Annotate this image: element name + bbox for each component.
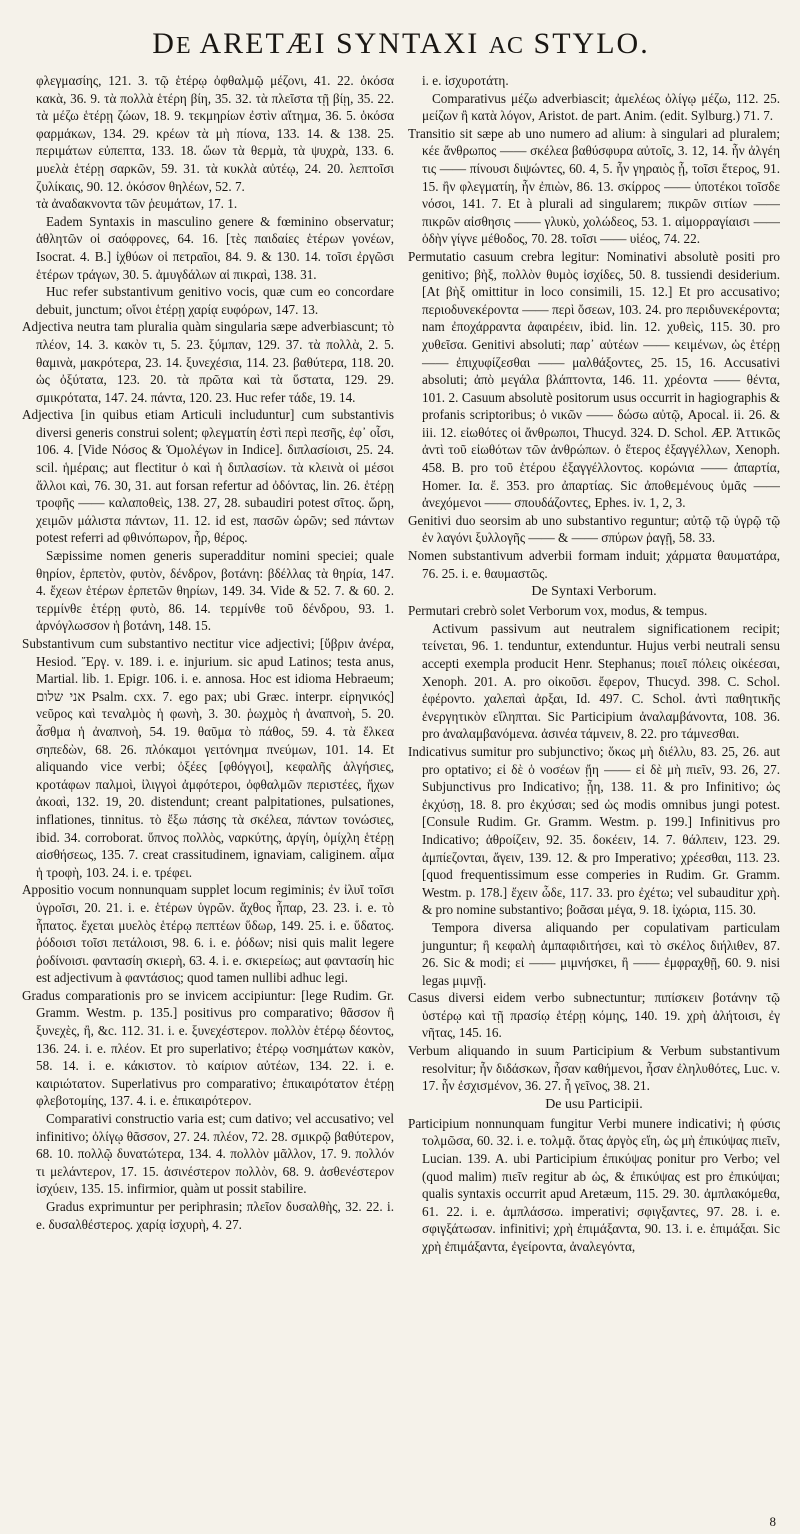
paragraph: Permutari crebrò solet Verborum vox, modus, & tempus. bbox=[408, 603, 708, 619]
paragraph: Indicativus sumitur pro subjunctivo; ὅκως μὴ διέλλυ, 83. 25, 26. aut pro optativo; εἰ δὲ ὁ νοσέων ᾔη —— εἰ δὲ μὴ πιεῖν, 93. 26, 27. Subjunctivus pro Indicativo; ᾖη, 138. 11. & pro Infinitivo; ὡς ἐκχύσῃ, 18. 8. pro ἐκχύσαι; sed ὡς modis omnibus jungi potest. [Consule Rudim. Gr. Gramm. Westm. p. 199.] Infinitivus pro Indicativo; ἀθροίζειν, 92. 35. δοκέειν, 14. 7. θάλπειν, 123. 29. ἀμπίεζονται, ἄγειν, 139. 12. & pro Imperativo; χρέεσθαι, 113. 23. [quod frequentissimum esse comperies in Rudim. Gr. Gramm. Westm. p. 178.] ἔχειν ὧδε, 117. 33. pro ἐχέτω; vel subauditur χρὴ. & pro nomine substantivo; βοᾶσαι μέγα, 9. 18. ἰχώρια, 115. 30. bbox=[408, 743, 780, 918]
paragraph: τὰ ἀναδακνοντα τῶν ῥευμάτων, 17. 1. bbox=[36, 196, 238, 212]
paragraph: i. e. ἰσχυροτάτη. bbox=[422, 73, 509, 88]
header-part4: AC bbox=[488, 33, 525, 59]
paragraph: Comparativus μέζω adverbiascit; ἀμελέως ὀλίγῳ μέζω, 112. 25. μείζων ἢ κατὰ λόγον, Aristot. de part. Anim. (edit. Sylburg.) 71. 7. bbox=[422, 90, 780, 124]
section-heading: De usu Participii. bbox=[545, 1096, 643, 1112]
paragraph: Activum passivum aut neutralem significationem recipit; τείνεται, 96. 1. tenduntur, extenduntur. Hujus verbi neutrali sensu accepti exempla producit Henr. Stephanus; ποιεῖ πόλεις οἰκέεσαι, Xenoph. 201. A. pro οἰκοῦσι. ἔφερον, Thucyd. 398. C. Schol. ἐφέροντο. χαλεπαὶ ἀρξαι, Id. 497. C. Schol. ἀντὶ παθητικῆς ἐνεργητικὸν εἴληπται. Sic Participium ἀναλαμβάνοντα, 108. 36. pro ἀναλαμβανόμενα. ἀσινέα τάμνειν, 8. 22. pro τάμνεσθαι. bbox=[422, 620, 780, 742]
section-heading: De Syntaxi Verborum. bbox=[531, 584, 657, 600]
paragraph: φλεγμασίης, 121. 3. τῷ ἑτέρῳ ὀφθαλμῷ μέζονι, 41. 22. ὁκόσα κακὰ, 36. 9. τὰ πολλὰ ἑτέρη βίη, 35. 32. τὰ πλεῖστα τῇ βίῃ, 35. 22. τὰ μέζω ἑτέρῃ ζώων, 18. 9. τεκμηρίων ἐστὶν αἴτημα, 36. 5. ὁκόσα φαρμάκων, 134. 29. κρέων τὰ μὴ πίονα, 133. 14. & 138. 25. περιμάτων εὐπεπτα, 133. 18. ὤων τὰ θερμὰ, τὰ ψυχρὰ, 133. 6. μυελὰ ἑτέρῃ σαρκῶν, 59. 31. τὰ κυκλὰ αὐτέῳ, 24. 20. λεπτοῖσι ζυλίκαις, 90. 12. ὁκόσον θηλέων, 52. 7. bbox=[36, 73, 394, 194]
paragraph: Genitivi duo seorsim ab uno substantivo reguntur; αὐτῷ τῷ ὑγρῷ τῷ ἐν λαγόνι ξυλλογῆς —— & —— σπύρων ῥαγῇ, 58. 33. bbox=[408, 512, 780, 546]
left-column bbox=[22, 72, 394, 1516]
header-part1: D bbox=[152, 27, 176, 60]
paragraph: Participium nonnunquam fungitur Verbi munere indicativi; ἡ φύσις τολμῶσα, 60. 32. i. e. τολμᾷ. ὅτας ἀργὸς εἴη, ὡς μὴ ἐπικύψας πιεῖν, Lucian. 139. A. ubi Participium ἐπικύψας ponitur pro Verbo; vel (quod malim) πιεῖν regitur ab ὡς, & ἐπικύψας est pro ἐπικύψαι; qualis syntaxis occurrit apud Aretæum, 115. 29. 30. ἀμπλακόμεθα, 61. 22. i. e. ἀμπλάσσω. imperativi; σφιγξαντες, 97. 28. i. e. σφιγξάτωσαν. infinitivi; χρὴ ἐπιμάξαντα, 90. 13. i. e. ἐπιμάξαι. Sic χρὴ ἐπιμάξαντα, ἐγείροντα, ἀναλεγόντα, bbox=[408, 1115, 780, 1254]
header-part2: E bbox=[175, 33, 192, 59]
paragraph: Comparativi constructio varia est; cum dativo; vel accusativo; vel infinitivo; ὀλίγῳ θᾶσσον, 27. 24. πλέον, 72. 28. σμικρῷ βαθύτερον, 68. 10. πολλῷ δυνατώτερα, 134. 4. πολλὸν μᾶλλον, 17. 9. πολλόν τι μελάντερον, 17. 15. ἀσινέστερον πολλὸν, 68. 9. ἀσθενέστερον ἰσχύειν, 135. 15. infirmior, quàm ut possit stabilire. bbox=[36, 1111, 394, 1197]
paragraph: Adjectiva [in quibus etiam Articuli includuntur] cum substantivis diversi generis construi solent; φλεγματίη ἐστὶ περὶ πεσῆς, ἐφ᾽ οἷσι, 106. 4. [Vide Νόσος & Ὁμολέγων in Indice]. διπλασίοισι, 25. 24. scil. ἡμέραις; aut flectitur ὁ καὶ ἡ διπλασίων. τὰ κλεινὰ οἱ μέσοι ἄλλοι καὶ, 76. 30, 31. aut forsan refertur ad ὀδόντας, lin. 26. ἑτέρῃ τροφῆς —— καλαποθεὶς, 138. 27, 28. subaudiri potest σῖτος. ὥρη, χειμῶν μάλιστα πάντων, 11. 12. id est, πασῶν ὡρῶν; sed πάντων potest referri ad φθινόπωρον, ἦρ, θέρος. bbox=[22, 407, 394, 546]
header-part5: STYLO. bbox=[524, 27, 650, 60]
paragraph: Appositio vocum nonnunquam supplet locum regiminis; ἐν ἰλυῖ τοῖσι ὑγροῖσι, 20. 21. i. e. ἑτέρων ὑγρῶν. ἄχθος ἦπαρ, 23. 23. i. e. τὸ ἦπατος. ἔχεται μυελὸς ἑτέρῳ πεπτέων ὕδωρ, 149. 25. i. e. ὕδατος. ῥόδοισι τοῖσι πετάλοισι, 98. 6. i. e. ῥόδων; nisi quis malit legere ῥοδίνοισι. φαντασίη σκιερὴ, 63. 4. i. e. σκιερείως; aut φαντασίη hic est adjectivum à φαντάσιος; quod tamen nullibi adhuc legi. bbox=[22, 882, 394, 986]
right-column bbox=[408, 72, 780, 1516]
paragraph: Casus diversi eidem verbo subnectuntur; πιπίσκειν βοτάνην τῷ ὑστέρῳ καὶ τῇ πρασίῳ ἑτέρῃ κόμης, 140. 19. χρὴ ἀλήτοισι, ἐγ νῆτας, 145. 16. bbox=[408, 990, 780, 1041]
paragraph: Gradus exprimuntur per periphrasin; πλεῖον δυσαλθὴς, 32. 22. i. e. δυσαλθέστερος. χαρίᾳ ἰσχυρὴ, 4. 27. bbox=[36, 1199, 394, 1232]
paragraph: Transitio sit sæpe ab uno numero ad alium: à singulari ad pluralem; κέε ἄνθρωπος —— σκέλεα βαθύσφυρα αὐτοῖς, 3. 12, 14. ἦν ἀλγέη τις —— πίνουσι διψώντες, 60. 4, 5. ἦν γηραιὸς ᾖ, τοῖσι ἕτερος, 91. 15. ἢν φλεγματίη, ἦν ἐπιὼν, 86. 13. σκίρρος —— ὑποτέκοι τοῖσδε νόσοι, 141. 7. Et à plurali ad singularem; πικρῶν σιτίων —— πικρῶν αἰσθησις —— γλυκὺ, χολώδεος, 53. 1. αἱμορραγίαισι —— ὁδὴν γίγνε μέθοδος, 70. 28. τοῖσι —— υἱέος, 74. 22. bbox=[408, 125, 780, 247]
paragraph: Substantivum cum substantivo nectitur vice adjectivi; [ὕβριν ἀνέρα, Hesiod. Ἔργ. v. 189. i. e. injurium. sic apud Latinos; testa anus, Martial. lib. 1. Epigr. 106. i. e. annosa. Hoc est idioma Hebraeum; אני שלום Psalm. cxx. 7. ego pax; ubi Græc. interpr. εἰρηνικός] νεῦρος καὶ τεναλμὸς ἡ φωνὴ, 3. 30. ῥωχμὸς ἡ ἀναπνοὴ, 5. 20. ἆσθμα ἡ ἀναπνοὴ, 54. 19. θαῦμα τὸ πάθος, 59. 4. τὰ ἕλκεα σηπεδὼν, 68. 26. πλόκαμοι γειτόνημα πνεύμων, 101. 14. Et aliquando vice verbi; ὀξέες [φθόγγοι], κεφαλῆς ἀλγήσιες, κροτάφων παλμοὶ, ἰλιγγοὶ ἀμφότεροι, ὀφθαλμῶν περιστέες, ἤχων ἀκοαὶ, 132. 19, 20. distendunt; creant palpitationes, pulsationes, inflationes, tinnitus. τὸ ἔξω πάσης τὰ σκέλεα, πάντων τονώσιες, ibid. 34. corroborat. ὕπνος πολλὸς, ναρκύτης, ἀργίη, ὁμίχλη ἑτέρῃ αἰσθήσεως, 135. 7. creat crassitudinem, ignaviam, caliginem. αἷμα ἡ τροφὴ, 103. 24. i. e. τρέφει. bbox=[22, 636, 394, 880]
text-columns bbox=[22, 72, 780, 1516]
paragraph: Adjectiva neutra tam pluralia quàm singularia sæpe adverbiascunt; τὸ πλέον, 14. 3. κακὸν τι, 5. 23. ξύμπαν, 129. 37. τὰ πολλὰ, 2. 5. θαμινὰ, μακρότερα, 23. 14. ξυνεχέσια, 114. 23. βαθύτερα, 118. 20. ὡς ὀξύτατα, 123. 20. τὰ πρῶτα καὶ τὰ ὕστατα, 129. 29. σμικρότατα, 147. 24. πάντα, 120. 23. Huc refer τάδε, 19. 14. bbox=[22, 319, 394, 405]
header-part3: ARETÆI SYNTAXI bbox=[191, 27, 489, 60]
paragraph: Eadem Syntaxis in masculino genere & fœminino observatur; ἀθλητῶν οἱ σαόφρονες, 64. 16. [τὲς παιδαίες ἑτέρων γονέων, Isocrat. 4. B.] ἰχθύων οἱ πετραῖοι, 84. 9. & 130. 14. τοῖσι ἐργῶσι ἑτέρων τράγων, 30. 5. ἀμυγδάλων αἱ πικραὶ, 138. 31. bbox=[36, 213, 394, 282]
paragraph: Verbum aliquando in suum Participium & Verbum substantivum resolvitur; ἦν διδάσκων, ἦσαν καθήμενοι, ἦσαν ἐληλυθότες, Luc. v. 17. ἦν ἐσχισμένον, 36. 27. ἦ γεῖνος, 38. 21. bbox=[408, 1043, 780, 1094]
page-number: 8 bbox=[769, 1514, 776, 1529]
paragraph: Permutatio casuum crebra legitur: Nominativi absolutè positi pro genitivo; βὴξ, πολλὸν θυμὸς ἰσχίδες, 50. 8. tussiendi desiderium. [At βὴξ omittitur in loco consimili, 15. 12.] Et pro accusativo; περιοδυνεκέροντα —— περὶ ὄσεων, 103. 24. pro περιδυνεκέροντα; nam ἐποχάρραντα ἀφαιρέειν, ibid. lin. 12. χυθεὶς, 115. 30. pro χυθεῖσα. Genitivi absoluti; παρ᾽ αὐτέων —— κειμένων, ὡς ἑτέρῃ —— ἐπιχυφίζεσθαι —— μαλθάξοντες, 25. 15, 16. Accusativi absoluti; ἀπὸ μεγάλα βλάπτοντα, 146. 11. χρέοντα —— θέντα, 101. 2. Casuum absolutè positorum usus occurrit in hagiographis & profanis scriptoribus; ὁ νικῶν —— δώσω αὐτῷ, Apocal. ii. 26. & iii. 12. εἰωθότες οἱ ἄνθρωποι, Thucyd. 324. D. Schol. ÆP. Ἀττικῶς ἀντὶ τοῦ εἰωθότων τῶν ἀνθρώπων. ὁ ἕτερος ἐξαγγέλλων, Xenoph. 458. B. pro τοῦ ἑτέρου ἐξαγγέλλοντος. κορώνια —— ἀπαρτία, Homer. Ια. ἔ. 353. pro ἀπαρτίας. Sic ἀποθεμένους ὑμᾶς —— ἀνεχόμενοι —— σπουδάζοντες, Ephes. iv. 1, 2, 3. bbox=[408, 248, 780, 511]
paragraph: Nomen substantivum adverbii formam induit; χάρματα θαυματάρα, 76. 25. i. e. θαυμαστῶς. bbox=[408, 548, 780, 581]
paragraph: Gradus comparationis pro se invicem accipiuntur: [lege Rudim. Gr. Gramm. Westm. p. 135.] positivus pro comparativo; θᾶσσον ἢ ξυνεχὲς, ἢ, &c. 112. 31. i. e. ξυνεχέστερον. πολλὸν ἑτέρῳ δέοντος, 136. 24. i. e. πλέον. Et pro superlativo; ἑτέρῳ νοσημάτων κακὸν, 58. 14. i. e. κάκιστον. τὸ καίριον αὐτέων, 134. 22. i. e. καιριώτατον. Superlativus pro comparativo; ἐπικαιρότατον ἑτέρῃ φλεβοτομίης, 137. 4. i. e. ἐπικαιρότερον. bbox=[22, 987, 394, 1109]
paragraph: Sæpissime nomen generis superadditur nomini speciei; quale θηρίον, ἑρπετὸν, φυτὸν, δένδρον, βοτάνη: βδέλλας τὰ θηρία, 147. 4. ἔχεων ἑτέρων ἑρπετῶν θηρίων, 149. 34. Vide & 52. 7. & 60. 2. τερμίνθε ἑτέρῃ φυτὸ, 86. 14. τερμίνθε τοῦ δένδρου, 93. 1. ἀρνόγλωσσον ἡ βοτάνη, 148. 15. bbox=[36, 548, 394, 634]
paragraph: Huc refer substantivum genitivo vocis, quæ cum eo concordare debuit, junctum; οἴνοι ἑτέρῃ χαρίᾳ ευφόρων, 147. 13. bbox=[36, 284, 394, 317]
running-head bbox=[22, 26, 780, 64]
paragraph: Tempora diversa aliquando per copulativam particulam junguntur; ἢ κεφαλὴ ἀμπαφιδιτήσει, καὶ τὸ σκέλος διήλιθεν, 87. 26. Sic & modi; εἰ —— μιμνήσκει, ἢ —— ἐμφραχθῇ, 60. 9. nisi legas μιμνῇ. bbox=[422, 919, 780, 988]
